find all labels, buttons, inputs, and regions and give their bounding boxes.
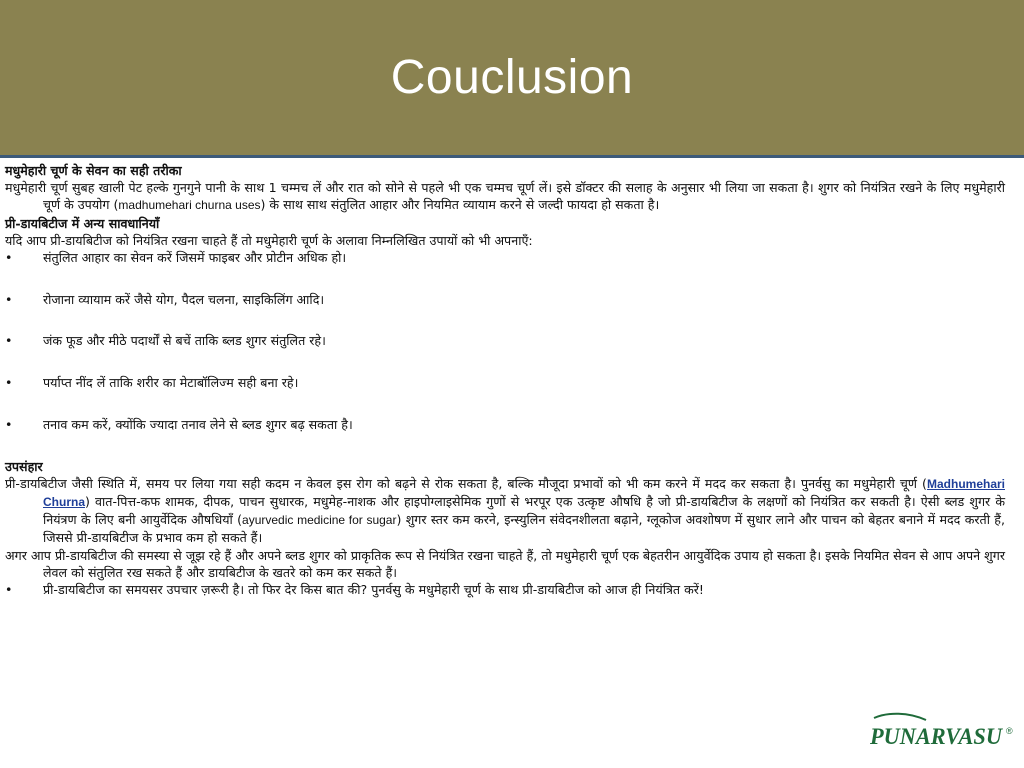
- logo-swoosh-icon: [874, 714, 926, 720]
- list-item-text: संतुलित आहार का सेवन करें जिसमें फाइबर और प्रोटीन अधिक हो।: [43, 250, 347, 266]
- conclusion-paragraph-2: अगर आप प्री-डायबिटीज की समस्या से जूझ रहे हैं और अपने ब्लड शुगर को प्राकृतिक रूप से नियंत्रित रखना चाहते हैं, तो मधुमेहारी चूर्ण एक बेहतरीन आयुर्वेदिक उपाय हो सकता है। इसके नियमित सेवन से आप अपने शुगर लेवल को संतुलित रख सकते हैं और डायबिटीज के खतरे को कम कर सकते हैं।: [5, 547, 1005, 580]
- bullet-icon: •: [5, 416, 13, 432]
- bullet-icon: •: [5, 581, 13, 597]
- list-item-text: तनाव कम करें, क्योंकि ज्यादा तनाव लेने से ब्लड शुगर बढ़ सकता है।: [43, 416, 353, 432]
- section-heading-conclusion: उपसंहार: [5, 458, 43, 474]
- precautions-intro: यदि आप प्री-डायबिटीज को नियंत्रित रखना चाहते हैं तो मधुमेहारी चूर्ण के अलावा निम्नलिखित उपायों को भी अपनाएँ:: [5, 232, 533, 248]
- conclusion-text-2: ) वात-पित्त-कफ शामक, दीपक, पाचन सुधारक, मधुमेह-नाशक और हाइपोग्लाइसेमिक गुणों से भरपूर एक उत्कृष्ट औषधि है जो प्री-डायबिटीज के लक्षणों को नियंत्रित कर सकती है। ऐसी ब्लड शुगर के नियंत्रण के लिए बनी आयुर्वेदिक औषधियाँ (: [43, 493, 1005, 528]
- conclusion-text-1: प्री-डायबिटीज जैसी स्थिति में, समय पर लिया गया सही कदम न केवल इस रोग को बढ़ने से रोक सकता है, बल्कि मौजूदा प्रभावों को भी कम करने में मदद कर सकता है। पुनर्वसु का मधुमेहारी चूर्ण (: [5, 475, 927, 491]
- logo-text: PUNARVASU: [869, 724, 1004, 749]
- conclusion-text-3: ) शुगर स्तर कम करने, इन्स्युलिन संवेदनशीलता बढ़ाने, ग्लूकोज अवशोषण में सुधार लाने और पाचन को बेहतर बनाने में मदद करती हैं, जिससे प्री-डायबिटीज के प्रभाव कम हो सकते हैं।: [43, 512, 1006, 546]
- usage-text-2: ) के साथ साथ संतुलित आहार और नियमित व्यायाम करने से जल्दी फायदा हो सकता है।: [260, 197, 660, 213]
- slide-body: [5, 162, 1005, 598]
- list-item-text: पर्याप्त नींद लें ताकि शरीर का मेटाबॉलिज्म सही बना रहे।: [43, 375, 299, 391]
- section-heading-precautions: प्री-डायबिटीज में अन्य सावधानियाँ: [5, 215, 160, 231]
- logo-registered-mark: ®: [1006, 726, 1013, 736]
- bullet-icon: •: [5, 291, 13, 307]
- section-heading-usage: मधुमेहारी चूर्ण के सेवन का सही तरीका: [5, 163, 182, 178]
- usage-paragraph: [5, 179, 1005, 214]
- usage-text-1: मधुमेहारी चूर्ण सुबह खाली पेट हल्के गुनगुने पानी के साथ 1 चम्मच लें और रात को सोने से पहले भी एक चम्मच चूर्ण लें। इसे डॉक्टर की सलाह के अनुसार भी लिया जा सकता है। शुगर को नियंत्रित रखने के लिए मधुमेहारी चूर्ण के उपयोग (: [5, 180, 1005, 213]
- bullet-icon: •: [5, 375, 13, 391]
- final-call-to-action: प्री-डायबिटीज का समयसर उपचार ज़रूरी है। तो फिर देर किस बात की? पुनर्वसु के मधुमेहारी चूर्ण के साथ प्री-डायबिटीज को आज ही नियंत्रित करें!: [43, 581, 704, 597]
- bullet-icon: •: [5, 250, 13, 266]
- list-item: [5, 332, 1005, 349]
- list-item: [5, 249, 1005, 266]
- punarvasu-logo: [868, 708, 1018, 754]
- bullet-icon: •: [5, 333, 13, 349]
- list-item: [5, 374, 1005, 391]
- usage-english-term: madhumehari churna uses: [118, 198, 261, 213]
- slide-header: [0, 0, 1024, 158]
- slide-title: Couclusion: [390, 51, 634, 104]
- list-item-text: जंक फूड और मीठे पदार्थों से बचें ताकि ब्लड शुगर संतुलित रहे।: [43, 333, 326, 349]
- list-item: [5, 416, 1005, 433]
- list-item: [5, 291, 1005, 308]
- list-item-text: रोजाना व्यायाम करें जैसे योग, पैदल चलना, साइकिलिंग आदि।: [43, 291, 325, 307]
- madhumehari-churna-link[interactable]: Madhumehari Churna: [43, 476, 1005, 509]
- conclusion-english-term: ayurvedic medicine for sugar: [242, 513, 397, 528]
- list-item: [5, 581, 1005, 598]
- conclusion-paragraph-1: [5, 475, 1005, 547]
